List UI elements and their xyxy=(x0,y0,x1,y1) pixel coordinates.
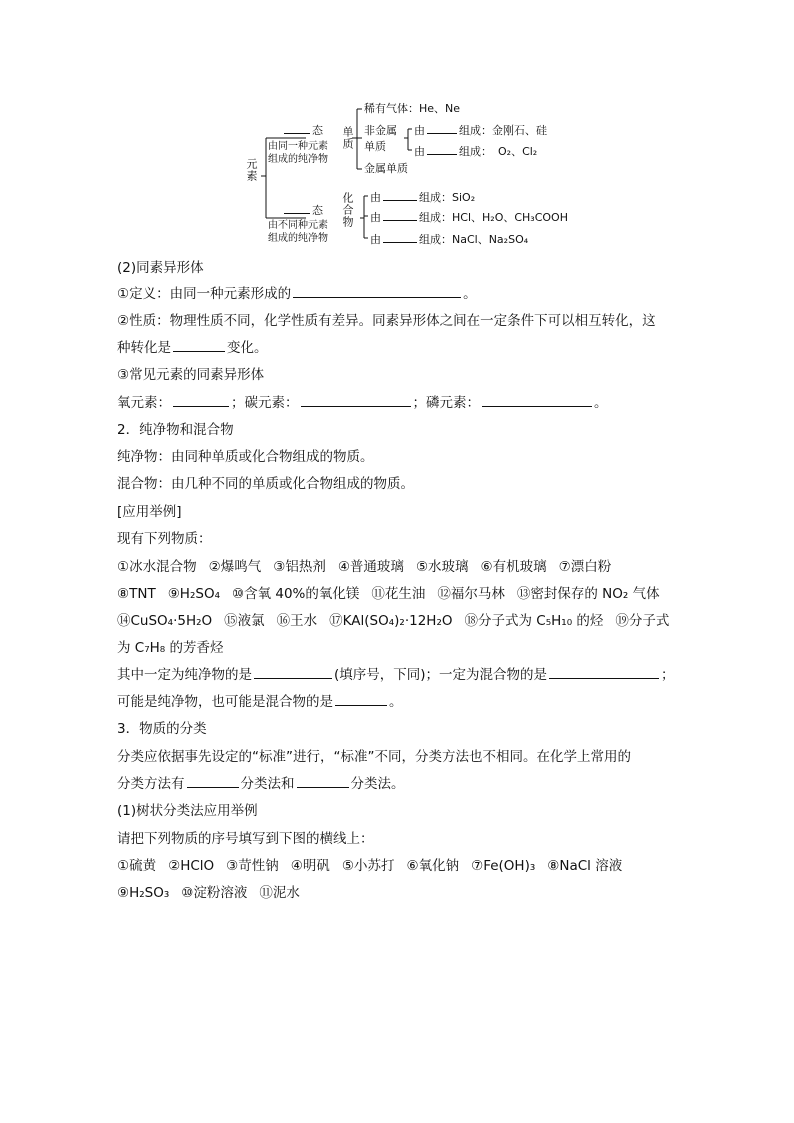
diagram-nm-row2-post: 组成： xyxy=(459,145,492,158)
diagram-state2-desc2: 组成的纯净物 xyxy=(268,233,328,244)
diagram-nm-row2-formula: O₂、Cl₂ xyxy=(498,145,538,158)
substance-item: ⑭CuSO₄·5H₂O xyxy=(117,613,213,629)
diagram-root-label: 元素 xyxy=(245,158,258,182)
classification-line-2-mid: 分类法和 xyxy=(240,776,295,792)
diagram-c-row3-pre: 由 xyxy=(370,233,381,246)
blank-either[interactable] xyxy=(335,692,387,706)
allotropes-end: 。 xyxy=(594,395,608,411)
substance-item: ⑰KAl(SO₄)₂·12H₂O xyxy=(329,613,453,629)
substance-item: ⑮液氯 xyxy=(224,613,265,629)
blank-method-2[interactable] xyxy=(297,774,349,788)
oxygen-label: 氧元素： xyxy=(117,395,171,411)
diagram-nm-row1-post: 组成：金刚石、硅 xyxy=(459,124,547,137)
substance-item: ⑪花生油 xyxy=(371,586,426,602)
blank-transformation[interactable] xyxy=(173,338,225,352)
blank-oxygen[interactable] xyxy=(173,393,229,407)
definition-end: 。 xyxy=(463,286,477,302)
substance-item: ⑤水玻璃 xyxy=(415,559,469,575)
pure-definition: 纯净物：由同种单质或化合物组成的物质。 xyxy=(117,449,374,465)
diagram-c-row2-post: 组成：HCl、H₂O、CH₃COOH xyxy=(419,211,568,224)
section-2-title: 2．纯净物和混合物 xyxy=(117,422,234,438)
tree-substance-item: ⑨H₂SO₃ xyxy=(117,885,170,901)
tree-substance-item: ⑤小苏打 xyxy=(341,858,395,874)
tree-substance-row-2 xyxy=(117,883,312,903)
definition-text: ①定义：由同一种元素形成的 xyxy=(117,286,292,302)
tree-substance-item: ⑥氧化钠 xyxy=(406,858,460,874)
substance-item: ⑨H₂SO₄ xyxy=(167,586,220,602)
diagram-blank-nm2[interactable] xyxy=(427,143,457,155)
diagram-elemental-label: 单质 xyxy=(341,126,354,150)
diagram-nm-row1-pre: 由 xyxy=(414,124,425,137)
diagram-nm-row2-pre: 由 xyxy=(414,145,425,158)
diagram-compound-label: 化合物 xyxy=(341,192,354,228)
blank-carbon[interactable] xyxy=(301,393,411,407)
definition-line xyxy=(117,284,477,304)
property-line-2 xyxy=(117,338,268,358)
question-2-line xyxy=(117,692,403,712)
substance-item: ④普通玻璃 xyxy=(337,559,404,575)
tree-substance-item: ⑧NaCl 溶液 xyxy=(547,858,623,874)
tree-substance-item: ⑪泥水 xyxy=(259,885,300,901)
classification-line-2-end: 分类法。 xyxy=(350,776,405,792)
diagram-c-row3-post: 组成：NaCl、Na₂SO₄ xyxy=(419,233,529,246)
question-2-pre: 可能是纯净物，也可能是混合物的是 xyxy=(117,694,333,710)
tree-substance-row-1 xyxy=(117,856,634,876)
diagram-state1-desc2: 组成的纯净物 xyxy=(268,154,328,165)
question-1-line xyxy=(117,665,675,685)
diagram-nonmetal-a: 非金属 xyxy=(364,124,397,137)
application-title: [应用举例] xyxy=(117,504,182,520)
substance-item: ⑦漂白粉 xyxy=(558,559,612,575)
property-line-1: ②性质：物理性质不同，化学性质有差异。同素异形体之间在一定条件下可以相互转化，这 xyxy=(117,313,656,329)
section-allotrope-title: (2)同素异形体 xyxy=(117,260,204,276)
property-line-2-post: 变化。 xyxy=(227,340,268,356)
diagram-blank-state1[interactable] xyxy=(284,122,310,134)
diagram-state1-label: 态 xyxy=(312,124,323,137)
allotropes-line xyxy=(117,393,608,413)
phosphorus-label: ；磷元素： xyxy=(412,395,480,411)
tree-substance-item: ④明矾 xyxy=(290,858,330,874)
classification-diagram xyxy=(236,96,566,248)
substance-item: ⑫福尔马林 xyxy=(437,586,505,602)
substance-item: ⑯王水 xyxy=(276,613,318,629)
diagram-state2-desc1: 由不同种元素 xyxy=(268,220,328,231)
diagram-blank-nm1[interactable] xyxy=(427,122,457,134)
diagram-blank-state2[interactable] xyxy=(284,202,310,214)
carbon-label: ；碳元素： xyxy=(231,395,299,411)
substance-item: ⑱分子式为 C₅H₁₀ 的烃 xyxy=(464,613,604,629)
tree-substance-item: ②HClO xyxy=(168,858,215,874)
diagram-c-row1-post: 组成：SiO₂ xyxy=(419,191,476,204)
diagram-noble-gas: 稀有气体：He、Ne xyxy=(364,102,461,115)
diagram-blank-c3[interactable] xyxy=(383,231,417,243)
question-1-pre: 其中一定为纯净物的是 xyxy=(117,667,252,683)
tree-classification-title: (1)树状分类法应用举例 xyxy=(117,803,258,819)
diagram-state2-label: 态 xyxy=(312,204,323,217)
tree-substance-item: ⑦Fe(OH)₃ xyxy=(471,858,536,874)
classification-line-2-pre: 分类方法有 xyxy=(117,776,185,792)
substance-item: ⑬密封保存的 NO₂ 气体 xyxy=(516,586,660,602)
substance-row-1 xyxy=(117,557,623,577)
substance-item: ⑩含氧 40%的氧化镁 xyxy=(231,586,360,602)
substances-intro: 现有下列物质： xyxy=(117,531,212,547)
diagram-c-row2-pre: 由 xyxy=(370,211,381,224)
substance-row-3 xyxy=(117,611,681,631)
section-3-title: 3．物质的分类 xyxy=(117,721,207,737)
common-allotropes-title: ③常见元素的同素异形体 xyxy=(117,367,265,383)
question-1-end: ； xyxy=(661,667,675,683)
diagram-state1-desc1: 由同一种元素 xyxy=(268,141,328,152)
tree-substance-item: ⑩淀粉溶液 xyxy=(181,885,248,901)
blank-definition[interactable] xyxy=(293,284,461,298)
substance-row-2 xyxy=(117,584,672,604)
substance-item: ⑲分子式 xyxy=(615,613,670,629)
blank-method-1[interactable] xyxy=(187,774,239,788)
blank-pure[interactable] xyxy=(254,665,332,679)
diagram-c-row1-pre: 由 xyxy=(370,191,381,204)
diagram-metal: 金属单质 xyxy=(364,162,408,175)
mixture-definition: 混合物：由几种不同的单质或化合物组成的物质。 xyxy=(117,476,414,492)
tree-substance-item: ①硫黄 xyxy=(117,858,157,874)
classification-line-1: 分类应依据事先设定的“标准”进行，“标准”不同，分类方法也不相同。在化学上常用的 xyxy=(117,749,631,765)
substance-item: ②爆鸣气 xyxy=(208,559,262,575)
question-2-end: 。 xyxy=(389,694,403,710)
tree-instruction: 请把下列物质的序号填写到下图的横线上： xyxy=(117,831,374,847)
question-1-mid: (填序号，下同)；一定为混合物的是 xyxy=(334,667,548,683)
substance-item: ③铝热剂 xyxy=(273,559,326,575)
diagram-nonmetal-b: 单质 xyxy=(364,140,386,153)
classification-line-2 xyxy=(117,774,405,794)
substance-item: ⑧TNT xyxy=(117,586,156,602)
blank-mixture[interactable] xyxy=(549,665,659,679)
blank-phosphorus[interactable] xyxy=(482,393,592,407)
diagram-blank-c2[interactable] xyxy=(383,209,417,221)
substance-item: ⑥有机玻璃 xyxy=(480,559,547,575)
substance-row-4: 为 C₇H₈ 的芳香烃 xyxy=(117,640,224,656)
tree-substance-item: ③苛性钠 xyxy=(226,858,279,874)
property-line-2-pre: 种转化是 xyxy=(117,340,171,356)
diagram-blank-c1[interactable] xyxy=(383,189,417,201)
substance-item: ①冰水混合物 xyxy=(117,559,197,575)
